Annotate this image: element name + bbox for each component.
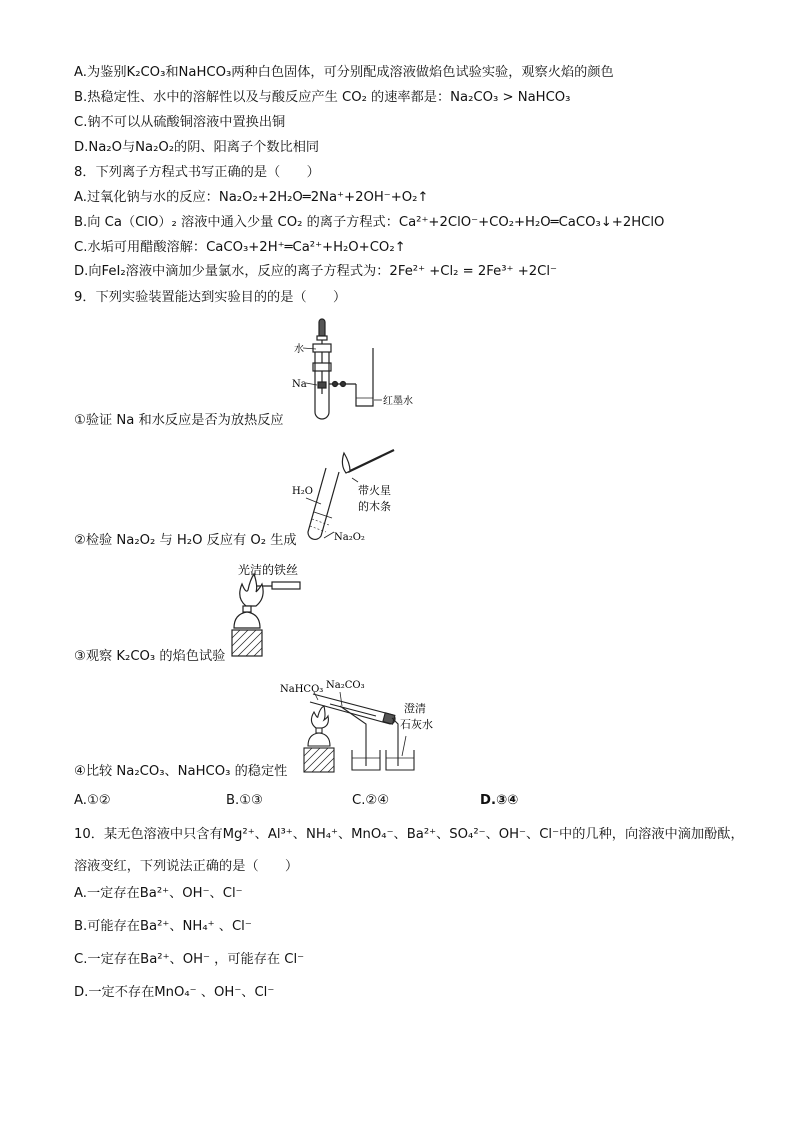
fig4-limewater-label-2: 石灰水 (400, 718, 433, 731)
q9-exp1-caption: ①验证 Na 和水反应是否为放热反应 (74, 413, 284, 428)
fig2-na2o2-label: Na₂O₂ (334, 532, 365, 543)
figure-na-water-apparatus (286, 316, 426, 428)
q9-option-b: B.①③ (226, 793, 263, 808)
fig4-na2co3-label: Na₂CO₃ (326, 680, 365, 691)
fig2-h2o-label: H₂O (292, 486, 313, 497)
fig4-limewater-label-1: 澄清 (404, 702, 426, 715)
q9-exp3-caption: ③观察 K₂CO₃ 的焰色试验 (74, 649, 226, 664)
q8-option-c: C.水垢可用醋酸溶解：CaCO₃+2H⁺═Ca²⁺+H₂O+CO₂↑ (74, 240, 406, 255)
fig1-na-label: Na (292, 379, 307, 390)
q7-option-c: C.钠不可以从硫酸铜溶液中置换出铜 (74, 115, 286, 130)
q7-option-a: A.为鉴别K₂CO₃和NaHCO₃两种白色固体，可分别配成溶液做焰色试验实验，观察火焰的颜色 (74, 65, 614, 80)
q10-option-d: D.一定不存在MnO₄⁻ 、OH⁻、Cl⁻ (74, 985, 275, 1000)
fig4-nahco3-label: NaHCO₃ (280, 684, 324, 695)
q9-option-c: C.②④ (352, 793, 390, 808)
q9-exp2-caption: ②检验 Na₂O₂ 与 H₂O 反应有 O₂ 生成 (74, 533, 297, 548)
fig1-water-label: 水 (294, 344, 304, 355)
q10-option-c: C.一定存在Ba²⁺、OH⁻ ，可能存在 Cl⁻ (74, 952, 305, 967)
figure-stability-apparatus (280, 676, 450, 776)
fig1-red-ink-label: 红墨水 (383, 396, 413, 407)
figure-flame-test-apparatus (224, 560, 364, 658)
q9-option-d: D.③④ (480, 793, 519, 808)
q8-option-d: D.向FeI₂溶液中滴加少量氯水，反应的离子方程式为：2Fe²⁺ +Cl₂ = 2Fe³⁺ +2Cl⁻ (74, 264, 557, 279)
q9-exp4-caption: ④比较 Na₂CO₃、NaHCO₃ 的稳定性 (74, 764, 288, 779)
fig3-wire-label: 光洁的铁丝 (238, 563, 299, 577)
fig2-splint-label-2: 的木条 (358, 500, 391, 513)
q9-options (74, 793, 714, 813)
q10-option-a: A.一定存在Ba²⁺、OH⁻、Cl⁻ (74, 886, 243, 901)
figure-na2o2-water-apparatus (286, 448, 436, 546)
q9-stem: 9．下列实验装置能达到实验目的的是（ ） (74, 290, 347, 305)
q7-option-d: D.Na₂O与Na₂O₂的阴、阳离子个数比相同 (74, 140, 320, 155)
q8-option-b: B.向 Ca（ClO）₂ 溶液中通入少量 CO₂ 的离子方程式：Ca²⁺+2ClO⁻+CO₂+H₂O═CaCO₃↓+2HClO (74, 215, 665, 230)
fig2-splint-label-1: 带火星 (358, 484, 391, 497)
q10-stem-line2: 溶液变红，下列说法正确的是（ ） (74, 859, 299, 874)
q8-option-a: A.过氧化钠与水的反应：Na₂O₂+2H₂O═2Na⁺+2OH⁻+O₂↑ (74, 190, 429, 205)
q10-option-b: B.可能存在Ba²⁺、NH₄⁺ 、Cl⁻ (74, 919, 252, 934)
q9-option-a: A.①② (74, 793, 111, 808)
q10-stem-line1: 10．某无色溶液中只含有Mg²⁺、Al³⁺、NH₄⁺、MnO₄⁻、Ba²⁺、SO₄²⁻、OH⁻、Cl⁻中的几种，向溶液中滴加酚酞， (74, 827, 744, 842)
q7-option-b: B.热稳定性、水中的溶解性以及与酸反应产生 CO₂ 的速率都是：Na₂CO₃ > NaHCO₃ (74, 90, 571, 105)
q8-stem: 8．下列离子方程式书写正确的是（ ） (74, 165, 320, 180)
